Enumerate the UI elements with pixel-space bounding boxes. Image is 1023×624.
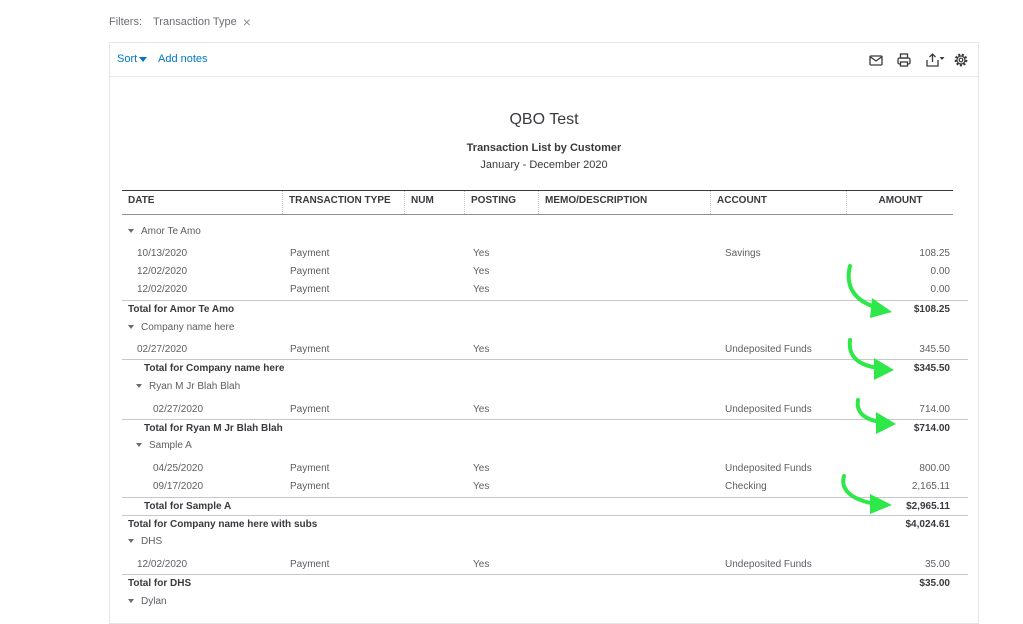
cell-type[interactable]: Payment	[290, 463, 330, 474]
group-header[interactable]	[128, 224, 201, 240]
filter-chip-transaction-type[interactable]: Transaction Type	[153, 16, 237, 28]
cell-account: Undeposited Funds	[725, 404, 812, 415]
col-date[interactable]: DATE	[128, 195, 155, 206]
cell-date: 02/27/2020	[153, 404, 204, 415]
settings-icon[interactable]	[953, 52, 969, 68]
group-header[interactable]	[136, 438, 192, 454]
column-header-row	[122, 190, 953, 215]
cell-amount[interactable]: 35.00	[924, 559, 950, 570]
group-name: Dylan	[141, 596, 167, 607]
group-header[interactable]	[128, 534, 162, 550]
group-name: Ryan M Jr Blah Blah	[149, 381, 241, 392]
col-num[interactable]: NUM	[404, 191, 434, 214]
export-icon[interactable]	[925, 52, 945, 68]
cell-posting: Yes	[473, 266, 490, 277]
divider	[122, 419, 968, 420]
group-name: Sample A	[149, 440, 192, 451]
col-account[interactable]: ACCOUNT	[710, 191, 767, 214]
expand-triangle-icon[interactable]	[128, 539, 134, 543]
cell-posting: Yes	[473, 559, 490, 570]
print-icon[interactable]	[896, 52, 912, 68]
expand-triangle-icon[interactable]	[128, 229, 134, 233]
cell-date: 09/17/2020	[153, 481, 204, 492]
group-header[interactable]	[128, 594, 167, 610]
sort-label: Sort	[117, 53, 138, 65]
col-memo[interactable]: MEMO/DESCRIPTION	[538, 191, 647, 214]
group-name: DHS	[141, 536, 163, 547]
annotation-arrow	[836, 336, 906, 384]
cell-amount[interactable]: 2,165.11	[911, 481, 950, 492]
cell-date: 12/02/2020	[137, 284, 188, 295]
cell-posting: Yes	[473, 344, 490, 355]
group-header[interactable]	[136, 379, 240, 395]
total-amount[interactable]: $714.00	[913, 423, 950, 434]
cell-amount[interactable]: 345.50	[919, 344, 950, 355]
cell-type[interactable]: Payment	[290, 284, 330, 295]
cell-amount[interactable]: 0.00	[930, 266, 950, 277]
cell-amount[interactable]: 108.25	[919, 248, 950, 259]
cell-account: Undeposited Funds	[725, 463, 812, 474]
chevron-down-icon	[139, 57, 147, 62]
cell-posting: Yes	[473, 463, 490, 474]
report-name: Transaction List by Customer	[466, 142, 622, 154]
cell-amount[interactable]: 714.00	[919, 404, 950, 415]
cell-date: 04/25/2020	[153, 463, 204, 474]
add-notes-link[interactable]: Add notes	[158, 53, 208, 65]
cell-type[interactable]: Payment	[290, 248, 330, 259]
cell-amount[interactable]: 800.00	[919, 463, 950, 474]
expand-triangle-icon[interactable]	[128, 599, 134, 603]
cell-posting: Yes	[473, 284, 490, 295]
col-posting[interactable]: POSTING	[464, 191, 516, 214]
filters-bar	[109, 13, 251, 30]
expand-triangle-icon[interactable]	[136, 384, 142, 388]
expand-triangle-icon[interactable]	[136, 443, 142, 447]
annotation-arrow	[846, 396, 906, 436]
total-label: Total for Company name here	[144, 363, 285, 374]
cell-type[interactable]: Payment	[290, 344, 330, 355]
cell-type[interactable]: Payment	[290, 559, 330, 570]
cell-date: 12/02/2020	[137, 266, 188, 277]
cell-posting: Yes	[473, 248, 490, 259]
total-amount[interactable]: $35.00	[919, 578, 950, 589]
total-label: Total for Sample A	[144, 501, 232, 512]
group-name: Company name here	[141, 322, 235, 333]
total-label: Total for DHS	[128, 578, 192, 589]
cell-amount[interactable]: 0.00	[930, 284, 950, 295]
group-header[interactable]	[128, 320, 234, 336]
total-amount[interactable]: $108.25	[913, 304, 950, 315]
cell-posting: Yes	[473, 481, 490, 492]
cell-account: Savings	[725, 248, 761, 259]
total-label: Total for Amor Te Amo	[128, 304, 235, 315]
total-amount[interactable]: $345.50	[913, 363, 950, 374]
company-name: QBO Test	[509, 111, 579, 128]
cell-date: 12/02/2020	[137, 559, 188, 570]
cell-account: Checking	[725, 481, 767, 492]
col-amount[interactable]: AMOUNT	[846, 191, 954, 214]
sort-button[interactable]	[117, 53, 147, 65]
report-panel	[109, 42, 979, 624]
cell-posting: Yes	[473, 404, 490, 415]
annotation-arrow	[836, 262, 906, 324]
cell-account: Undeposited Funds	[725, 344, 812, 355]
total-amount[interactable]: $2,965.11	[906, 501, 950, 512]
filters-label: Filters:	[109, 16, 142, 28]
total-amount[interactable]: $4,024.61	[905, 519, 950, 530]
email-icon[interactable]	[868, 52, 884, 68]
col-transaction-type[interactable]: TRANSACTION TYPE	[282, 191, 391, 214]
expand-triangle-icon[interactable]	[128, 325, 134, 329]
group-name: Amor Te Amo	[141, 226, 201, 237]
cell-account: Undeposited Funds	[725, 559, 812, 570]
divider	[122, 574, 968, 575]
close-icon[interactable]: ×	[242, 13, 251, 30]
cell-type[interactable]: Payment	[290, 481, 330, 492]
cell-type[interactable]: Payment	[290, 404, 330, 415]
cell-date: 02/27/2020	[137, 344, 188, 355]
cell-date: 10/13/2020	[137, 248, 188, 259]
report-toolbar	[110, 43, 978, 77]
annotation-arrow	[832, 472, 904, 516]
total-label: Total for Company name here with subs	[128, 519, 318, 530]
report-period: January - December 2020	[480, 159, 608, 171]
total-label: Total for Ryan M Jr Blah Blah	[144, 423, 283, 434]
cell-type[interactable]: Payment	[290, 266, 330, 277]
